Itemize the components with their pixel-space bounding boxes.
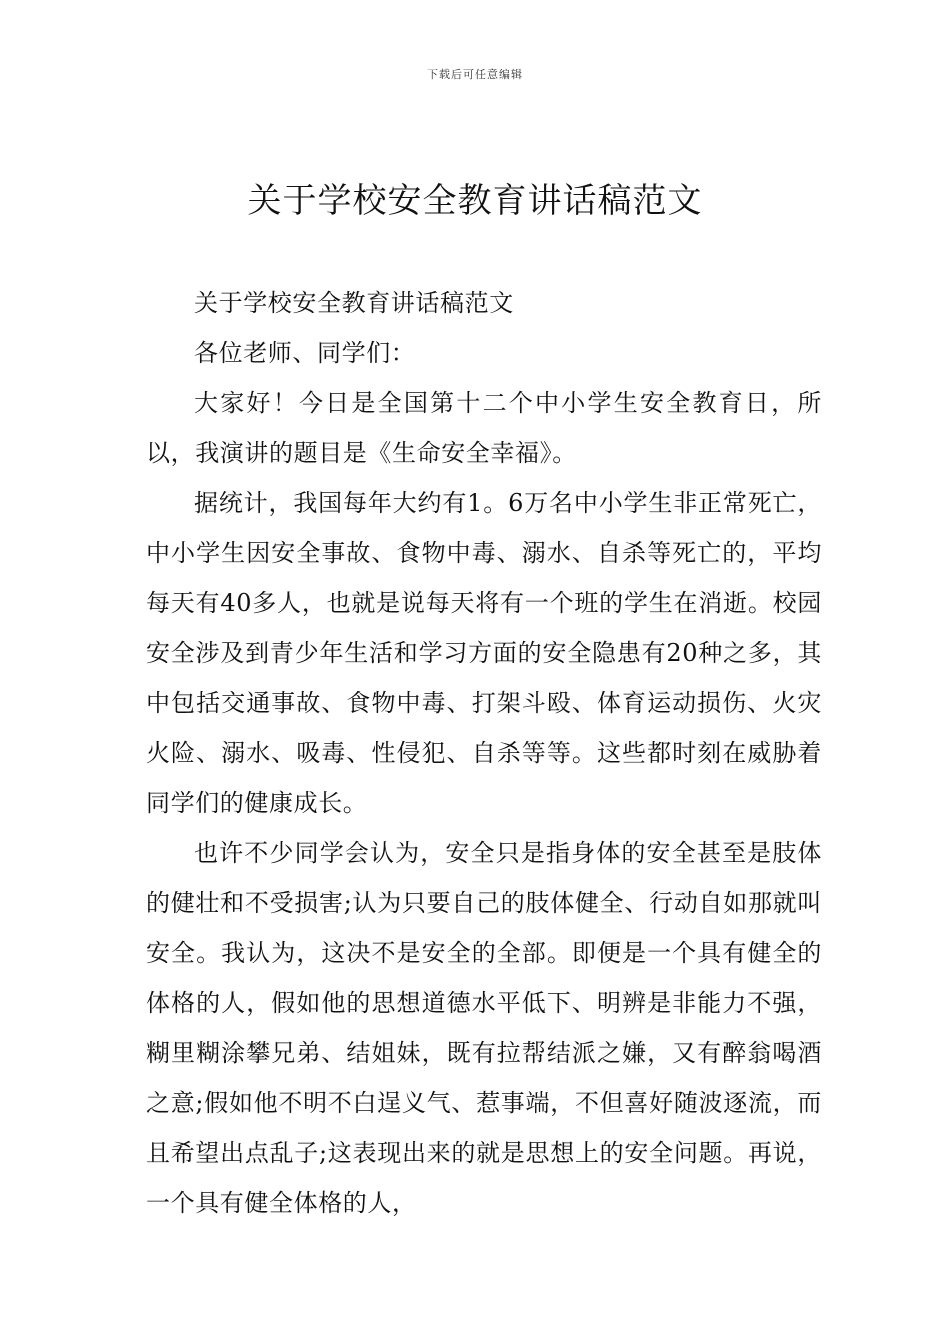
- paragraph-subtitle: 关于学校安全教育讲话稿范文: [194, 289, 514, 317]
- paragraph-safety-meaning: 也许不少同学会认为，安全只是指身体的安全甚至是肢体的健壮和不受损害;认为只要自己的肢体健全、行动自如那就叫安全。我认为，这决不是安全的全部。即便是一个具有健全的体格的人，假如他的思想道德水平低下、明辨是非能力不强，糊里糊涂攀兄弟、结姐妹，既有拉帮结派之嫌，又有醉翁喝酒之意;假如他不明不白逞义气、惹事端，不但喜好随波逐流，而且希望出点乱子;这表现出来的就是思想上的安全问题。再说，一个具有健全体格的人，: [146, 839, 822, 1217]
- paragraph-statistics: 据统计，我国每年大约有1。6万名中小学生非正常死亡，中小学生因安全事故、食物中毒、溺水、自杀等死亡的，平均每天有40多人，也就是说每天将有一个班的学生在消逝。校园安全涉及到青少年生活和学习方面的安全隐患有20种之多，其中包括交通事故、食物中毒、打架斗殴、体育运动损伤、火灾火险、溺水、吸毒、性侵犯、自杀等等。这些都时刻在威胁着同学们的健康成长。: [146, 489, 822, 817]
- page-header-note: 下载后可任意编辑: [427, 68, 523, 81]
- paragraph-greeting: 各位老师、同学们：: [194, 339, 416, 367]
- document-title: 关于学校安全教育讲话稿范文: [247, 181, 703, 221]
- paragraph-intro: 大家好！今日是全国第十二个中小学生安全教育日，所以，我演讲的题目是《生命安全幸福》。: [146, 389, 822, 467]
- document-body: [146, 278, 822, 1228]
